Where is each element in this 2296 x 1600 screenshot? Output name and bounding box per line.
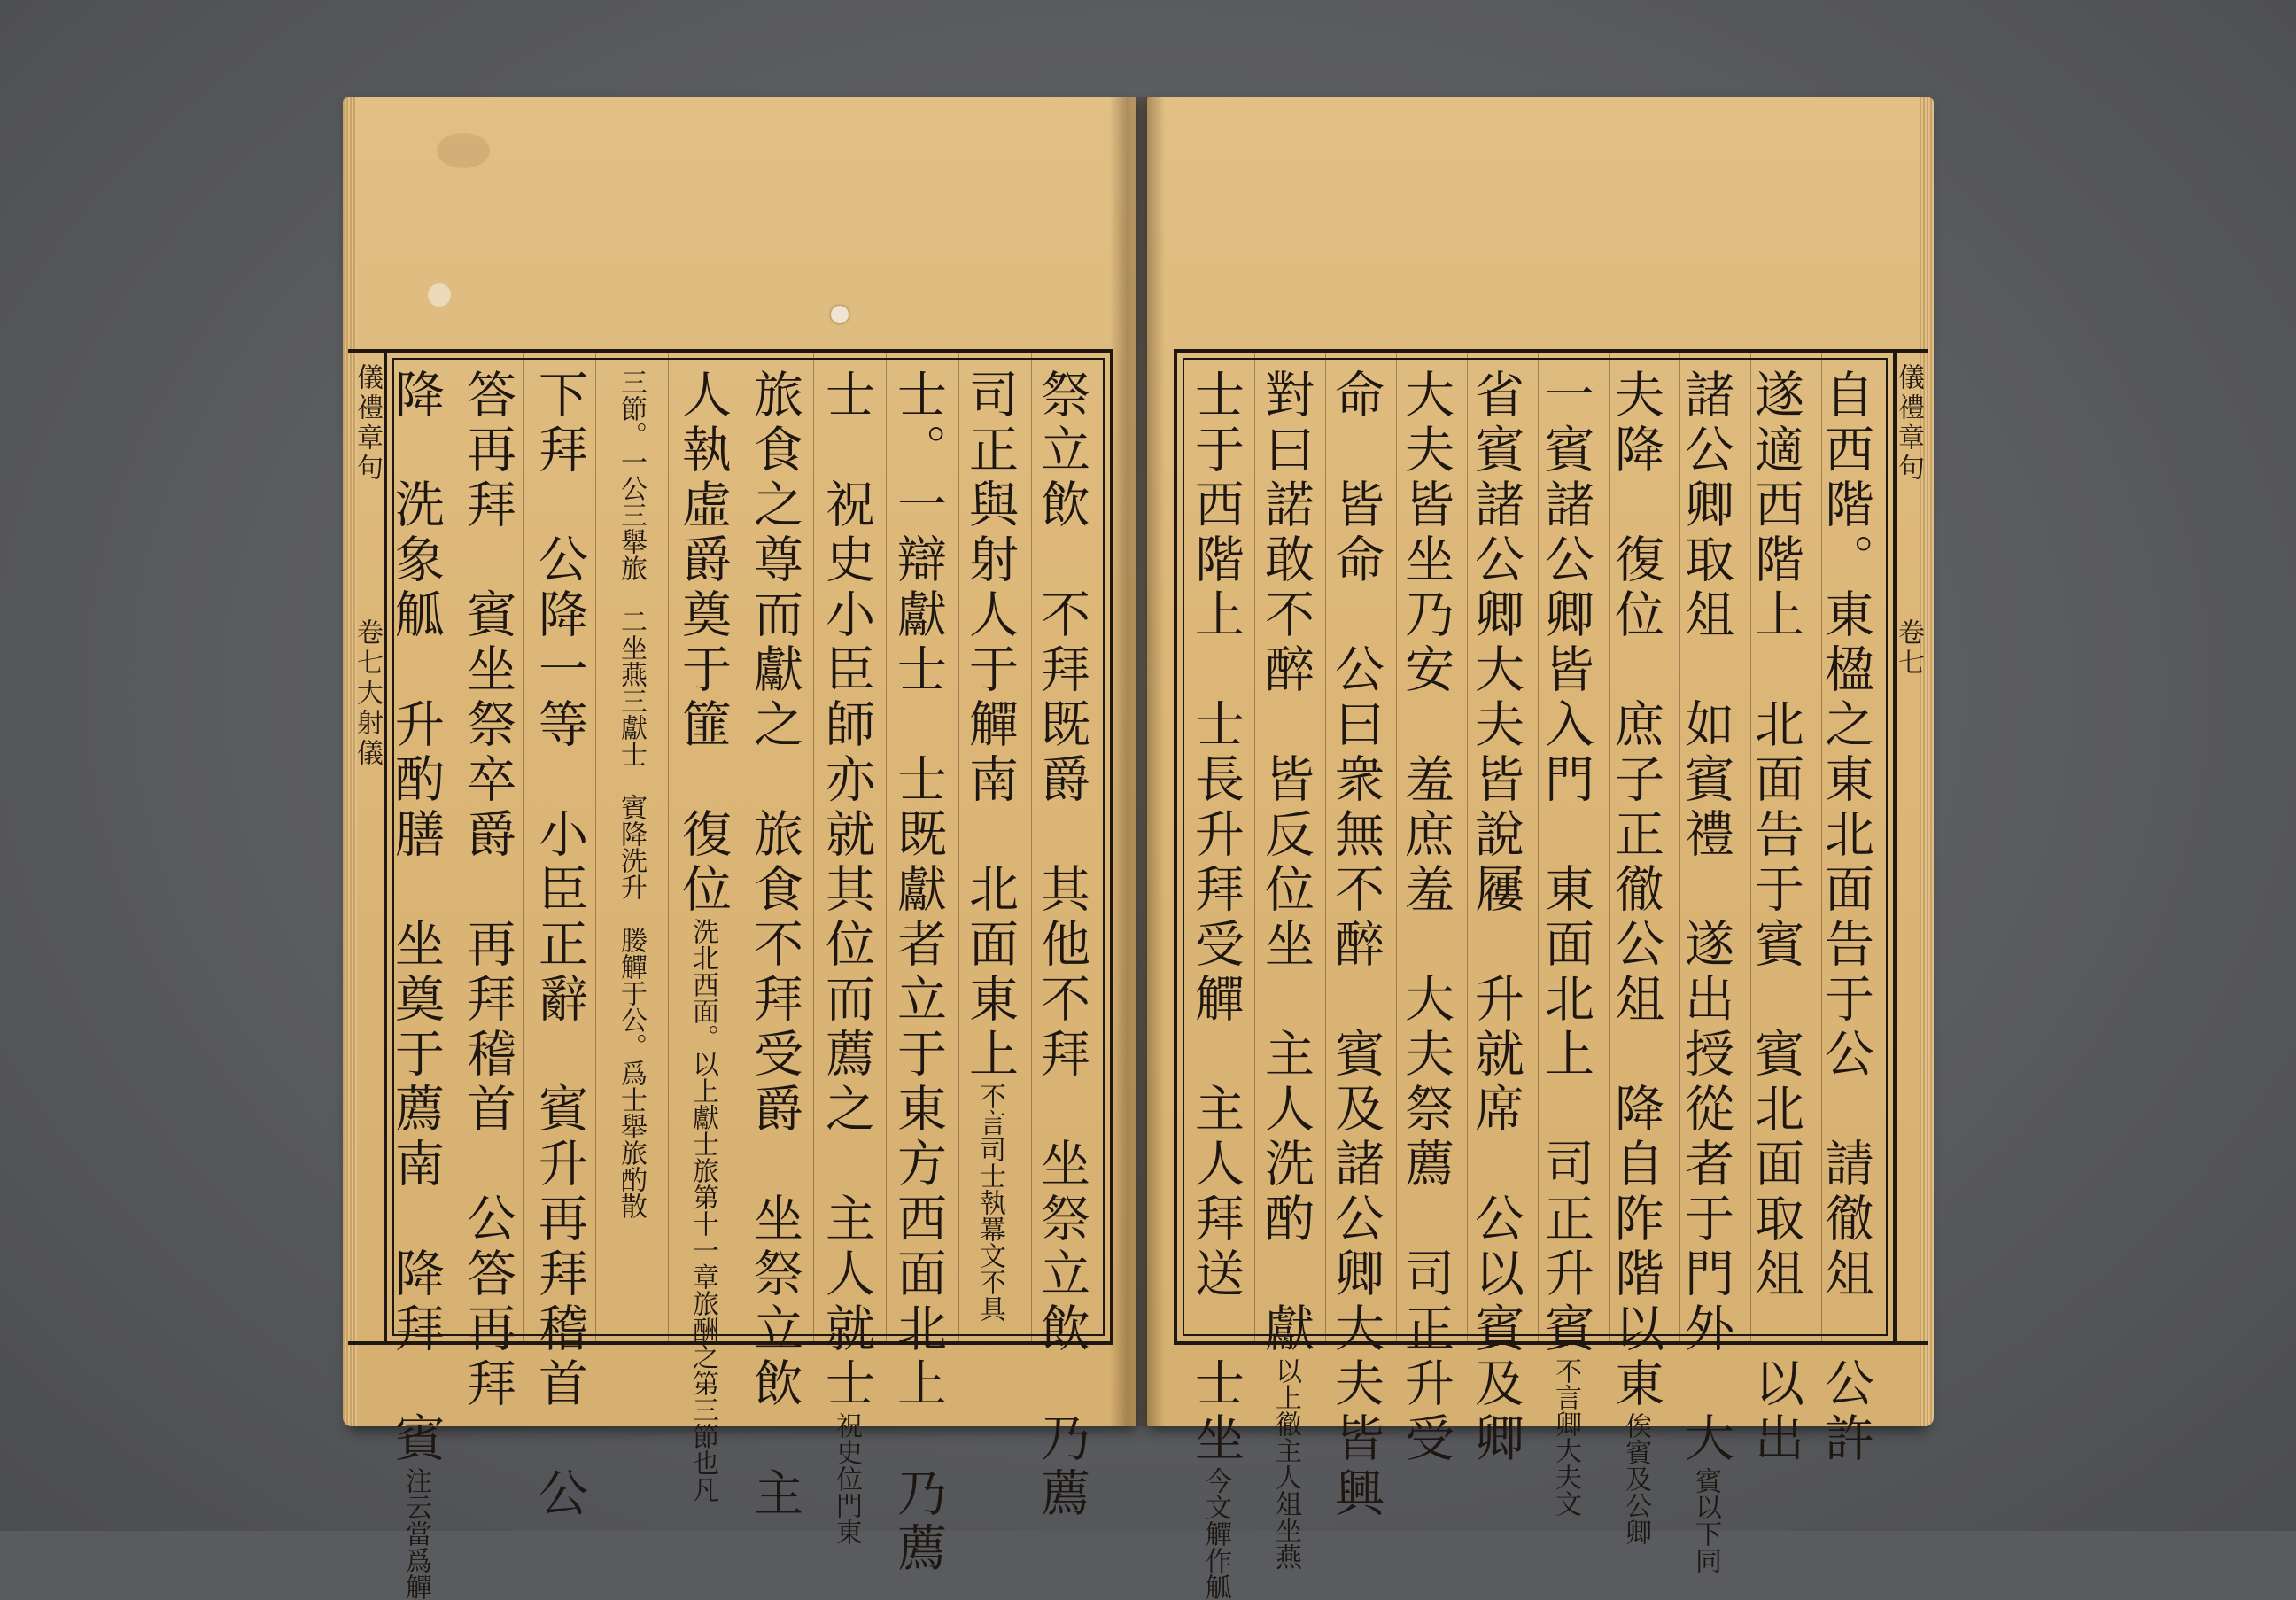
annotation: 爲觶: [400, 1547, 431, 1600]
annotation: 不言卿大夫文: [1550, 1357, 1581, 1517]
annotation: 羃文不具: [974, 1216, 1005, 1322]
right-page: [1147, 97, 1928, 1600]
annotation: 祝史位: [831, 1412, 862, 1492]
left-banxin-title: 儀禮章句: [352, 363, 383, 484]
text-column: 司正與射人于觶南 北面東上不言司士執羃文不具: [961, 369, 1019, 1322]
left-page-center-column: [348, 349, 384, 1345]
text-column: 諸公卿取俎 如賓禮 遂出授從者于門外 大賓以下同: [1677, 369, 1734, 1573]
annotation: 洗北西面。以上獻士旅第: [687, 918, 718, 1210]
annotation: 門東: [831, 1492, 862, 1545]
left-page: [348, 97, 1136, 1600]
text-column: 對曰諾敢不醉 皆反位坐 主人洗酌 獻以上徹主人俎坐燕: [1257, 369, 1315, 1570]
text-column: 一賓諸公卿皆入門 東面北上 司正升賓不言卿大夫文: [1537, 369, 1594, 1517]
open-book: [341, 89, 1935, 1600]
text-column: 夫降 復位 庶子正徹公俎 降自阼階以東俟賓及公卿: [1607, 369, 1664, 1545]
text-column: 答再拜 賓坐祭卒爵 再拜稽首 公答再拜: [459, 369, 516, 1412]
right-banxin-title: 儀禮章句: [1893, 363, 1924, 484]
right-page-text: [1187, 369, 1881, 1600]
annotation: 以上徹主人: [1270, 1357, 1301, 1490]
text-column: 大夫皆坐乃安 羞庶羞 大夫祭薦 司正升受: [1397, 369, 1454, 1467]
right-text-frame: [1174, 349, 1897, 1600]
annotation: 十一章旅酬之第三節也凡: [687, 1210, 718, 1503]
left-text-frame: [384, 349, 1113, 1600]
annotation-column: 三節。一公三舉旅 二坐燕三獻士 賓降洗升 媵觶于公。爲士舉旅酌散: [616, 369, 647, 1219]
text-column: 自西階。東楹之東北面告于公 請徹俎 公許: [1817, 369, 1874, 1467]
text-column: 旅食之尊而獻之 旅食不拜受爵 坐祭立飲 主: [746, 369, 803, 1522]
text-column: 降 洗象觚 升酌膳 坐奠于薦南 降拜 賓注云當爲觶: [387, 369, 445, 1600]
right-gutter-shadow: [1129, 97, 1165, 1426]
text-column: 人執虛爵奠于篚 復位洗北西面。以上獻士旅第十一章旅酬之第三節也凡: [674, 369, 732, 1503]
text-column: 士于西階上 士長升拜受觶 主人拜送 士坐今文觶作觚: [1187, 369, 1245, 1600]
right-banxin-volume: 卷七: [1893, 618, 1924, 679]
text-column: 遂適西階上 北面告于賓 賓北面取俎 以出: [1747, 369, 1804, 1467]
text-column: 祭立飲 不拜既爵 其他不拜 坐祭立飲 乃薦: [1033, 369, 1090, 1522]
paper-spot: [428, 283, 451, 307]
text-column: 下拜 公降一等 小臣正辭 賓升再拜稽首 公: [531, 369, 588, 1522]
left-banxin-volume: 卷七大射儀: [352, 618, 383, 769]
left-page-text: [387, 369, 1098, 1600]
text-column: 士 祝史小臣師亦就其位而薦之 主人就士祝史位門東: [818, 369, 875, 1545]
annotation: 注云當: [400, 1467, 431, 1547]
annotation: 賓以下同: [1690, 1467, 1721, 1573]
annotation: 不言司士執: [974, 1083, 1005, 1216]
annotation: 觶作觚: [1200, 1520, 1231, 1600]
right-page-center-column: [1889, 349, 1928, 1345]
text-column: 命 皆命 公曰衆無不醉 賓及諸公卿大夫皆興: [1327, 369, 1385, 1522]
annotation: 俎坐燕: [1270, 1490, 1301, 1570]
text-column: 省賓諸公卿大夫皆說屨 升就席 公以賓及卿: [1467, 369, 1524, 1467]
annotation: 今文: [1200, 1467, 1231, 1520]
text-column: 士。一辯獻士 士既獻者立于東方西面北上 乃薦: [889, 369, 947, 1577]
page-mark: [831, 306, 849, 323]
paper-stain: [437, 133, 490, 168]
annotation: 俟賓及公卿: [1620, 1412, 1651, 1545]
